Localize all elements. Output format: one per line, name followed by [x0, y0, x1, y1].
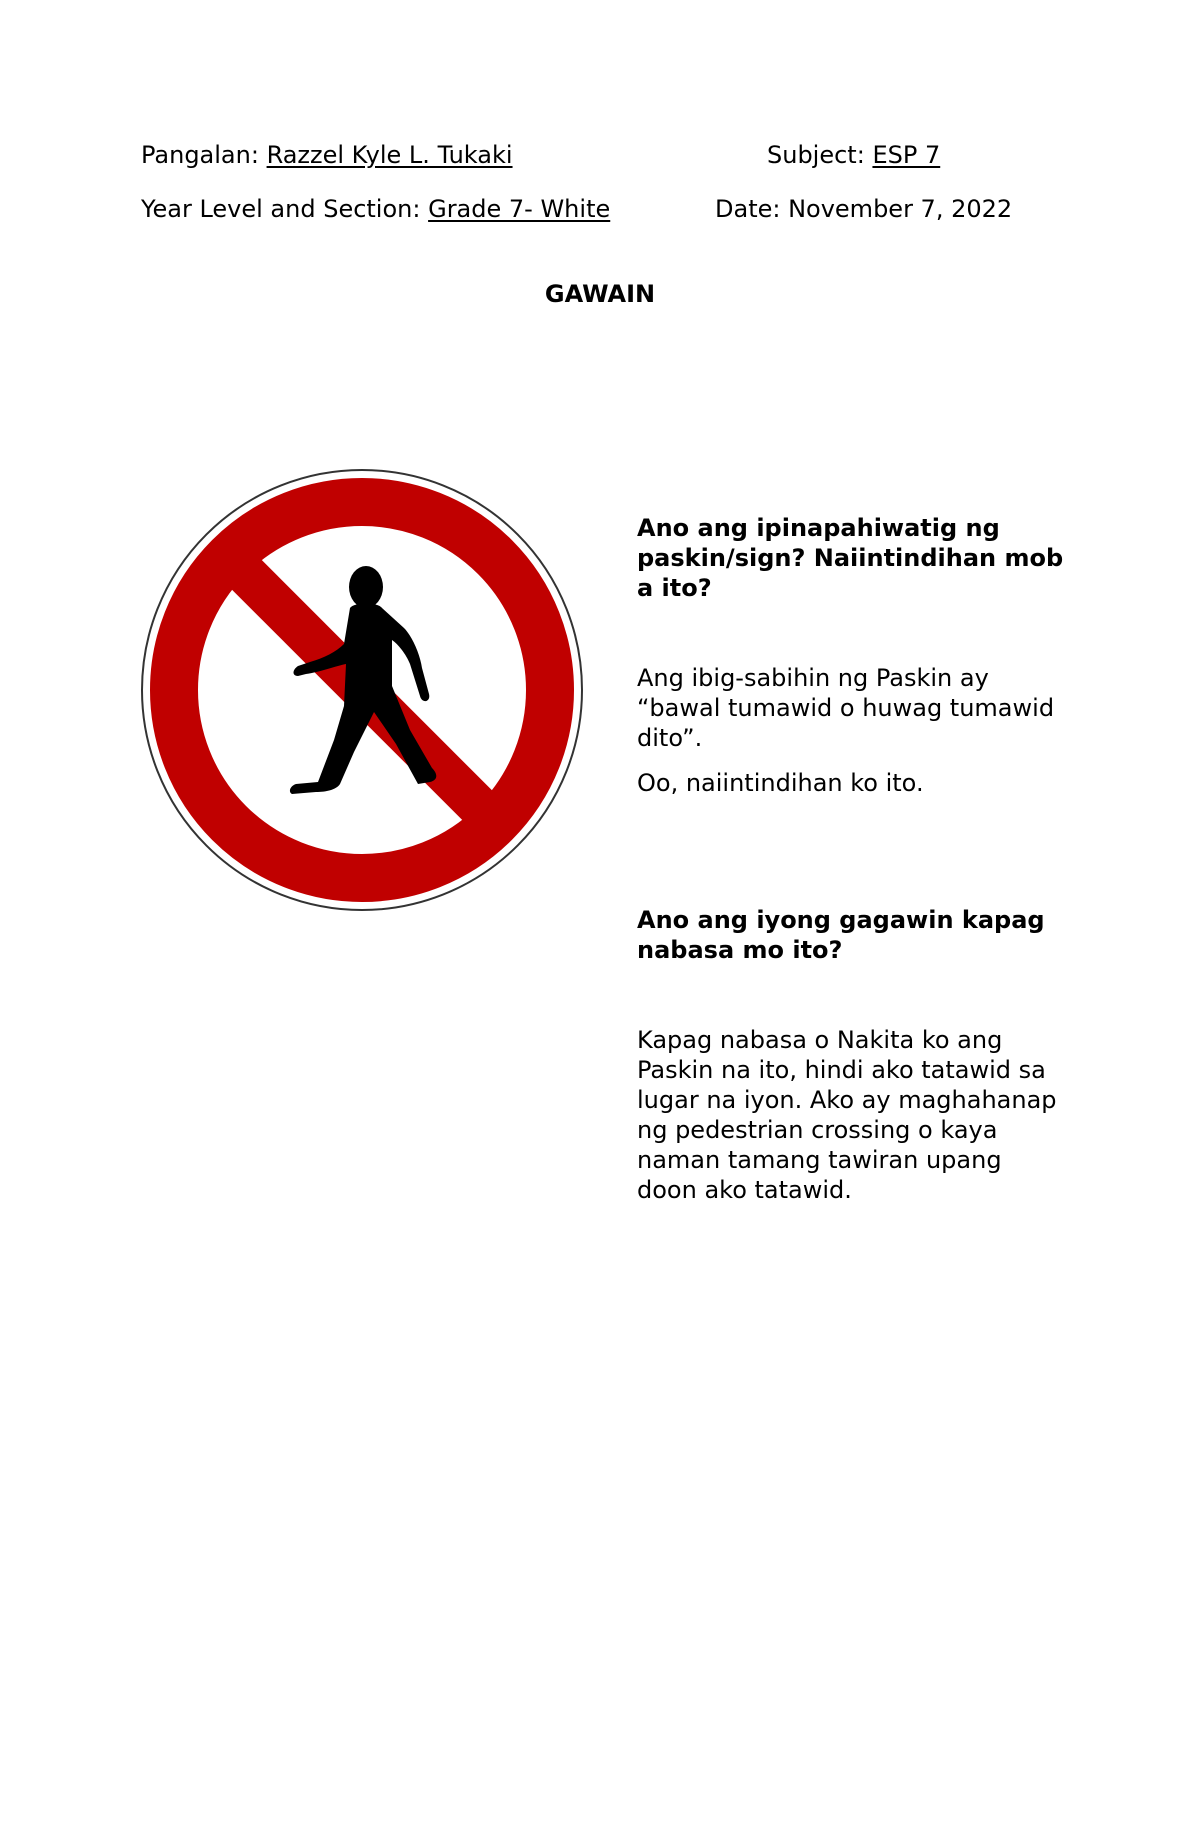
- date-label: Date:: [715, 195, 789, 223]
- name-value: Razzel Kyle L. Tukaki: [266, 141, 513, 169]
- no-pedestrian-sign-icon: [140, 468, 584, 912]
- subject-field: [767, 140, 940, 170]
- section-value: Grade 7- White: [428, 195, 611, 223]
- date-field: [715, 194, 1012, 224]
- subject-value: ESP 7: [872, 141, 941, 169]
- page-title: GAWAIN: [544, 280, 656, 308]
- answer-2: Kapag nabasa o Nakita ko ang Paskin na ito, hindi ako tatawid sa lugar na iyon. Ako ay maghahanap ng pedestrian crossing o kaya naman tamang tawiran upang doon ako tatawid.: [637, 1026, 1057, 1204]
- answer-1: Ang ibig-sabihin ng Paskin ay “bawal tumawid o huwag tumawid dito”.: [637, 664, 1055, 752]
- date-value: November 7, 2022: [788, 195, 1013, 223]
- subject-label: Subject:: [767, 141, 873, 169]
- question-1: Ano ang ipinapahiwatig ng paskin/sign? Naiintindihan mob a ito?: [637, 514, 1064, 602]
- section-label: Year Level and Section:: [141, 195, 429, 223]
- question-2: Ano ang iyong gagawin kapag nabasa mo ito?: [637, 906, 1045, 964]
- answer-1-confirm: Oo, naiintindihan ko ito.: [637, 769, 924, 797]
- name-label: Pangalan:: [141, 141, 267, 169]
- section-field: [141, 194, 610, 224]
- name-field: [141, 140, 513, 170]
